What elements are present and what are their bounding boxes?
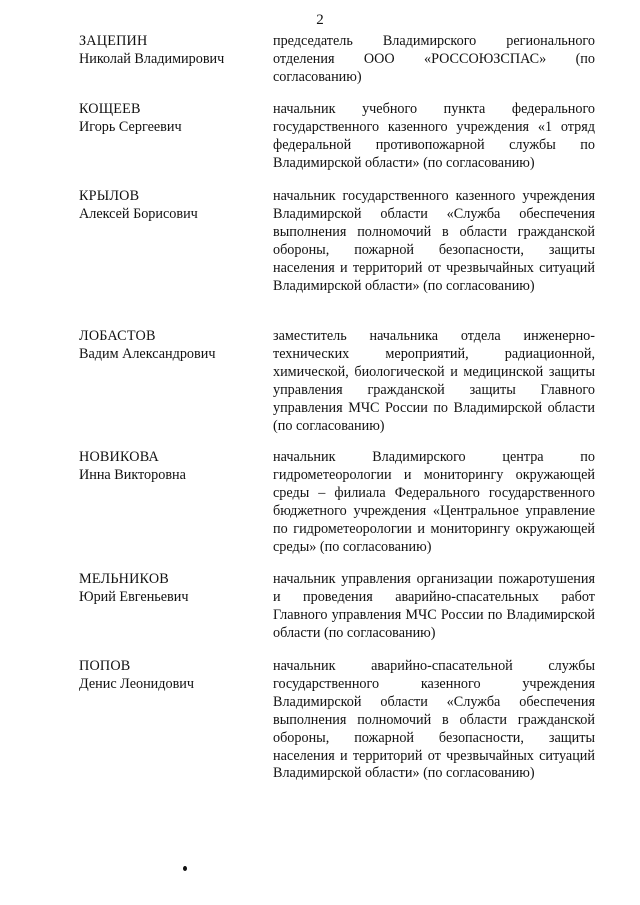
member-position: начальник государственного казенного учреждения Владимирской области «Служба обеспечения выполнения полномочий в области гражданской обороны, пожарной безопасности, защиты населения и территорий от чрезвычайных ситуаций Владимирской области» (по согласованию) bbox=[273, 188, 595, 294]
member-position: начальник аварийно-спасательной службы государственного казенного учреждения Владимирской области «Служба обеспечения выполнения полномочий в области гражданской обороны, пожарной безопасности, защиты населения и территорий от чрезвычайных ситуаций Владимирской области» (по согласованию) bbox=[273, 658, 595, 782]
member-surname: ПОПОВ bbox=[79, 658, 131, 674]
member-given-name: Юрий Евгеньевич bbox=[79, 588, 189, 605]
member-name bbox=[79, 33, 264, 69]
member-given-name: Николай Владимирович bbox=[79, 50, 225, 67]
member-name bbox=[79, 101, 264, 137]
scan-speck bbox=[183, 866, 187, 871]
member-given-name: Инна Викторовна bbox=[79, 466, 186, 483]
member-surname: КОЩЕЕВ bbox=[79, 101, 141, 117]
member-surname: ЛОБАСТОВ bbox=[79, 328, 156, 344]
member-position: начальник учебного пункта федерального государственного казенного учреждения «1 отряд федеральной противопожарной службы по Владимирской области» (по согласованию) bbox=[273, 101, 595, 171]
member-position: начальник управления организации пожаротушения и проведения аварийно-спасательных работ Главного управления МЧС России по Владимирской области (по согласованию) bbox=[273, 571, 595, 641]
member-given-name: Денис Леонидович bbox=[79, 675, 195, 692]
member-name bbox=[79, 571, 264, 607]
member-surname: МЕЛЬНИКОВ bbox=[79, 571, 169, 587]
member-name bbox=[79, 658, 264, 694]
member-position: начальник Владимирского центра по гидрометеорологии и мониторингу окружающей среды – филиала Федерального государственного бюджетного учреждения «Центральное управление по гидрометеорологии и мониторингу окружающей среды» (по согласованию) bbox=[273, 449, 595, 555]
member-surname: КРЫЛОВ bbox=[79, 188, 140, 204]
member-given-name: Вадим Александрович bbox=[79, 345, 216, 362]
page-number: 2 bbox=[316, 12, 324, 28]
member-surname: ЗАЦЕПИН bbox=[79, 33, 148, 49]
member-name bbox=[79, 449, 264, 485]
member-name bbox=[79, 188, 264, 224]
member-surname: НОВИКОВА bbox=[79, 449, 159, 465]
member-given-name: Игорь Сергеевич bbox=[79, 118, 182, 135]
member-position: заместитель начальника отдела инженерно-технических мероприятий, радиационной, химической, биологической и медицинской защиты управления гражданской защиты Главного управления МЧС России по Владимирской области (по согласованию) bbox=[273, 328, 595, 434]
member-given-name: Алексей Борисович bbox=[79, 205, 198, 222]
member-position: председатель Владимирского регионального отделения ООО «РОССОЮЗСПАС» (по согласованию) bbox=[273, 33, 595, 85]
member-name bbox=[79, 328, 264, 364]
